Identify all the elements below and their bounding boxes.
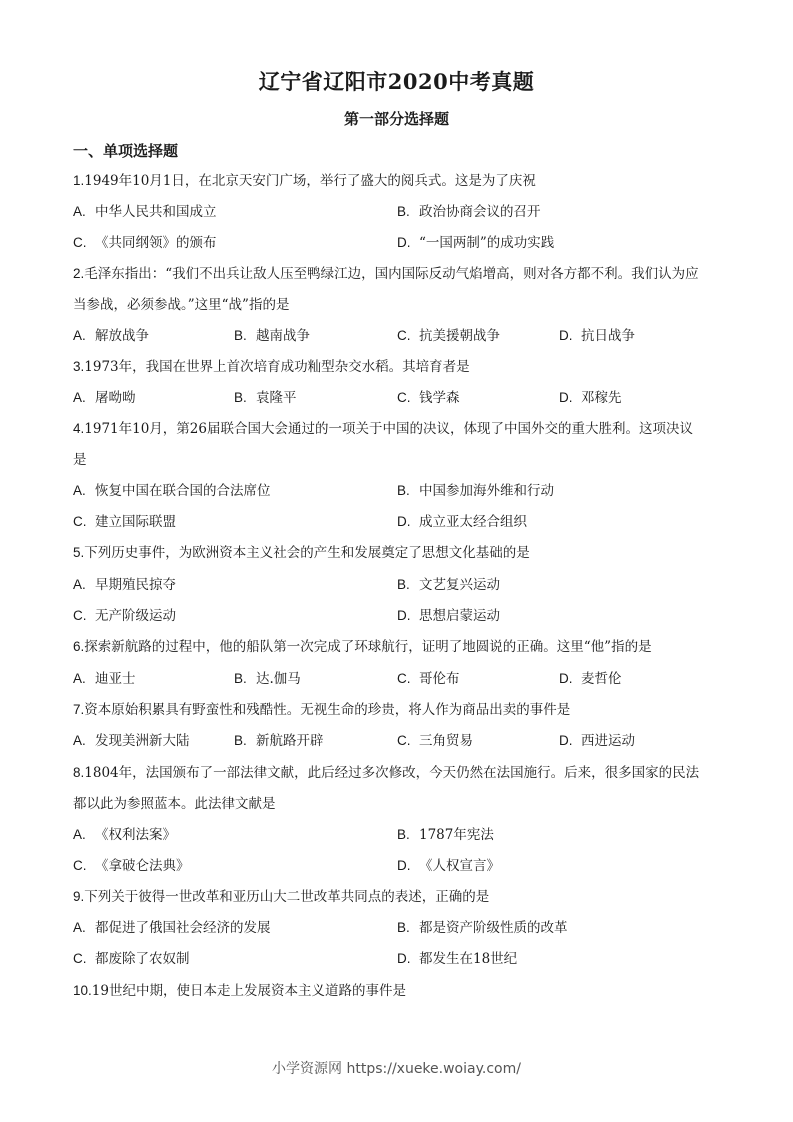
question-1-stem: 1.1949年10月1日，在北京天安门广场，举行了盛大的阅兵式。这是为了庆祝 [73,173,536,189]
question-6-option-d: D. 麦哲伦 [559,671,622,687]
question-2-option-b: B. 越南战争 [234,328,310,344]
question-8-stem: 8.1804年，法国颁布了一部法律文献，此后经过多次修改，今天仍然在法国施行。后来，很多国家的民法 [73,765,700,781]
question-8-stem-cont: 都以此为参照蓝本。此法律文献是 [73,796,276,812]
question-8-option-b: B. 1787年宪法 [397,827,494,843]
question-7-stem: 7.资本原始积累具有野蛮性和残酷性。无视生命的珍贵，将人作为商品出卖的事件是 [73,702,571,718]
question-8-option-c: C. 《拿破仑法典》 [73,858,190,874]
question-5-option-c: C. 无产阶级运动 [73,608,176,624]
question-9-option-a: A. 都促进了俄国社会经济的发展 [73,920,271,936]
question-1-option-c: C. 《共同纲领》的颁布 [73,235,217,251]
question-2-stem: 2.毛泽东指出：“我们不出兵让敌人压至鸭绿江边，国内国际反动气焰增高，则对各方都不利。我们认为应 [73,266,699,282]
part-title: 第一部分选择题 [343,110,449,128]
question-10-stem: 10.19世纪中期，使日本走上发展资本主义道路的事件是 [73,983,406,999]
question-3-option-c: C. 钱学森 [397,390,460,406]
question-4-stem-cont: 是 [73,452,87,468]
question-5-option-d: D. 思想启蒙运动 [397,608,500,624]
question-2-option-c: C. 抗美援朝战争 [397,328,500,344]
question-7-option-a: A. 发现美洲新大陆 [73,733,190,749]
question-7-option-d: D. 西进运动 [559,733,635,749]
question-4-stem: 4.1971年10月，第26届联合国大会通过的一项关于中国的决议，体现了中国外交的重大胜利。这项决议 [73,421,693,437]
question-6-option-a: A. 迪亚士 [73,671,136,687]
question-2-stem-cont: 当参战，必须参战。”这里“战”指的是 [73,297,290,313]
question-number: 8. [73,765,85,780]
question-number: 2. [73,266,85,281]
question-8-option-a: A. 《权利法案》 [73,827,176,843]
question-3-option-b: B. 袁隆平 [234,390,297,406]
question-5-option-b: B. 文艺复兴运动 [397,577,500,593]
question-1-option-b: B. 政治协商会议的召开 [397,204,541,220]
question-6-stem: 6.探索新航路的过程中，他的船队第一次完成了环球航行，证明了地圆说的正确。这里“他”指的是 [73,639,652,655]
question-6-option-c: C. 哥伦布 [397,671,460,687]
question-9-option-c: C. 都废除了农奴制 [73,951,190,967]
question-number: 4. [73,421,85,436]
question-3-option-d: D. 邓稼先 [559,390,622,406]
question-3-option-a: A. 屠呦呦 [73,390,136,406]
question-2-option-a: A. 解放战争 [73,328,149,344]
question-1-option-a: A. 中华人民共和国成立 [73,204,217,220]
question-number: 1. [73,173,85,188]
question-number: 10. [73,983,92,998]
question-4-option-b: B. 中国参加海外维和行动 [397,483,554,499]
question-9-option-d: D. 都发生在18世纪 [397,951,518,967]
question-number: 3. [73,359,85,374]
question-6-option-b: B. 达.伽马 [234,671,301,687]
question-9-option-b: B. 都是资产阶级性质的改革 [397,920,568,936]
question-7-option-b: B. 新航路开辟 [234,733,324,749]
document-title: 辽宁省辽阳市2020中考真题 [258,69,535,94]
question-5-option-a: A. 早期殖民掠夺 [73,577,176,593]
footer-watermark: 小学资源网 https://xueke.woiay.com/ [272,1061,521,1077]
question-9-stem: 9.下列关于彼得一世改革和亚历山大二世改革共同点的表述，正确的是 [73,889,490,905]
question-4-option-d: D. 成立亚太经合组织 [397,514,527,530]
question-number: 6. [73,639,85,654]
question-number: 7. [73,702,85,717]
question-3-stem: 3.1973年，我国在世界上首次培育成功籼型杂交水稻。其培育者是 [73,359,470,375]
question-number: 5. [73,545,85,560]
question-4-option-c: C. 建立国际联盟 [73,514,176,530]
question-number: 9. [73,889,85,904]
question-2-option-d: D. 抗日战争 [559,328,635,344]
question-7-option-c: C. 三角贸易 [397,733,473,749]
question-1-option-d: D. “一国两制”的成功实践 [397,235,555,251]
section-heading: 一、单项选择题 [73,142,179,160]
question-5-stem: 5.下列历史事件，为欧洲资本主义社会的产生和发展奠定了思想文化基础的是 [73,545,530,561]
question-8-option-d: D. 《人权宣言》 [397,858,500,874]
question-4-option-a: A. 恢复中国在联合国的合法席位 [73,483,271,499]
